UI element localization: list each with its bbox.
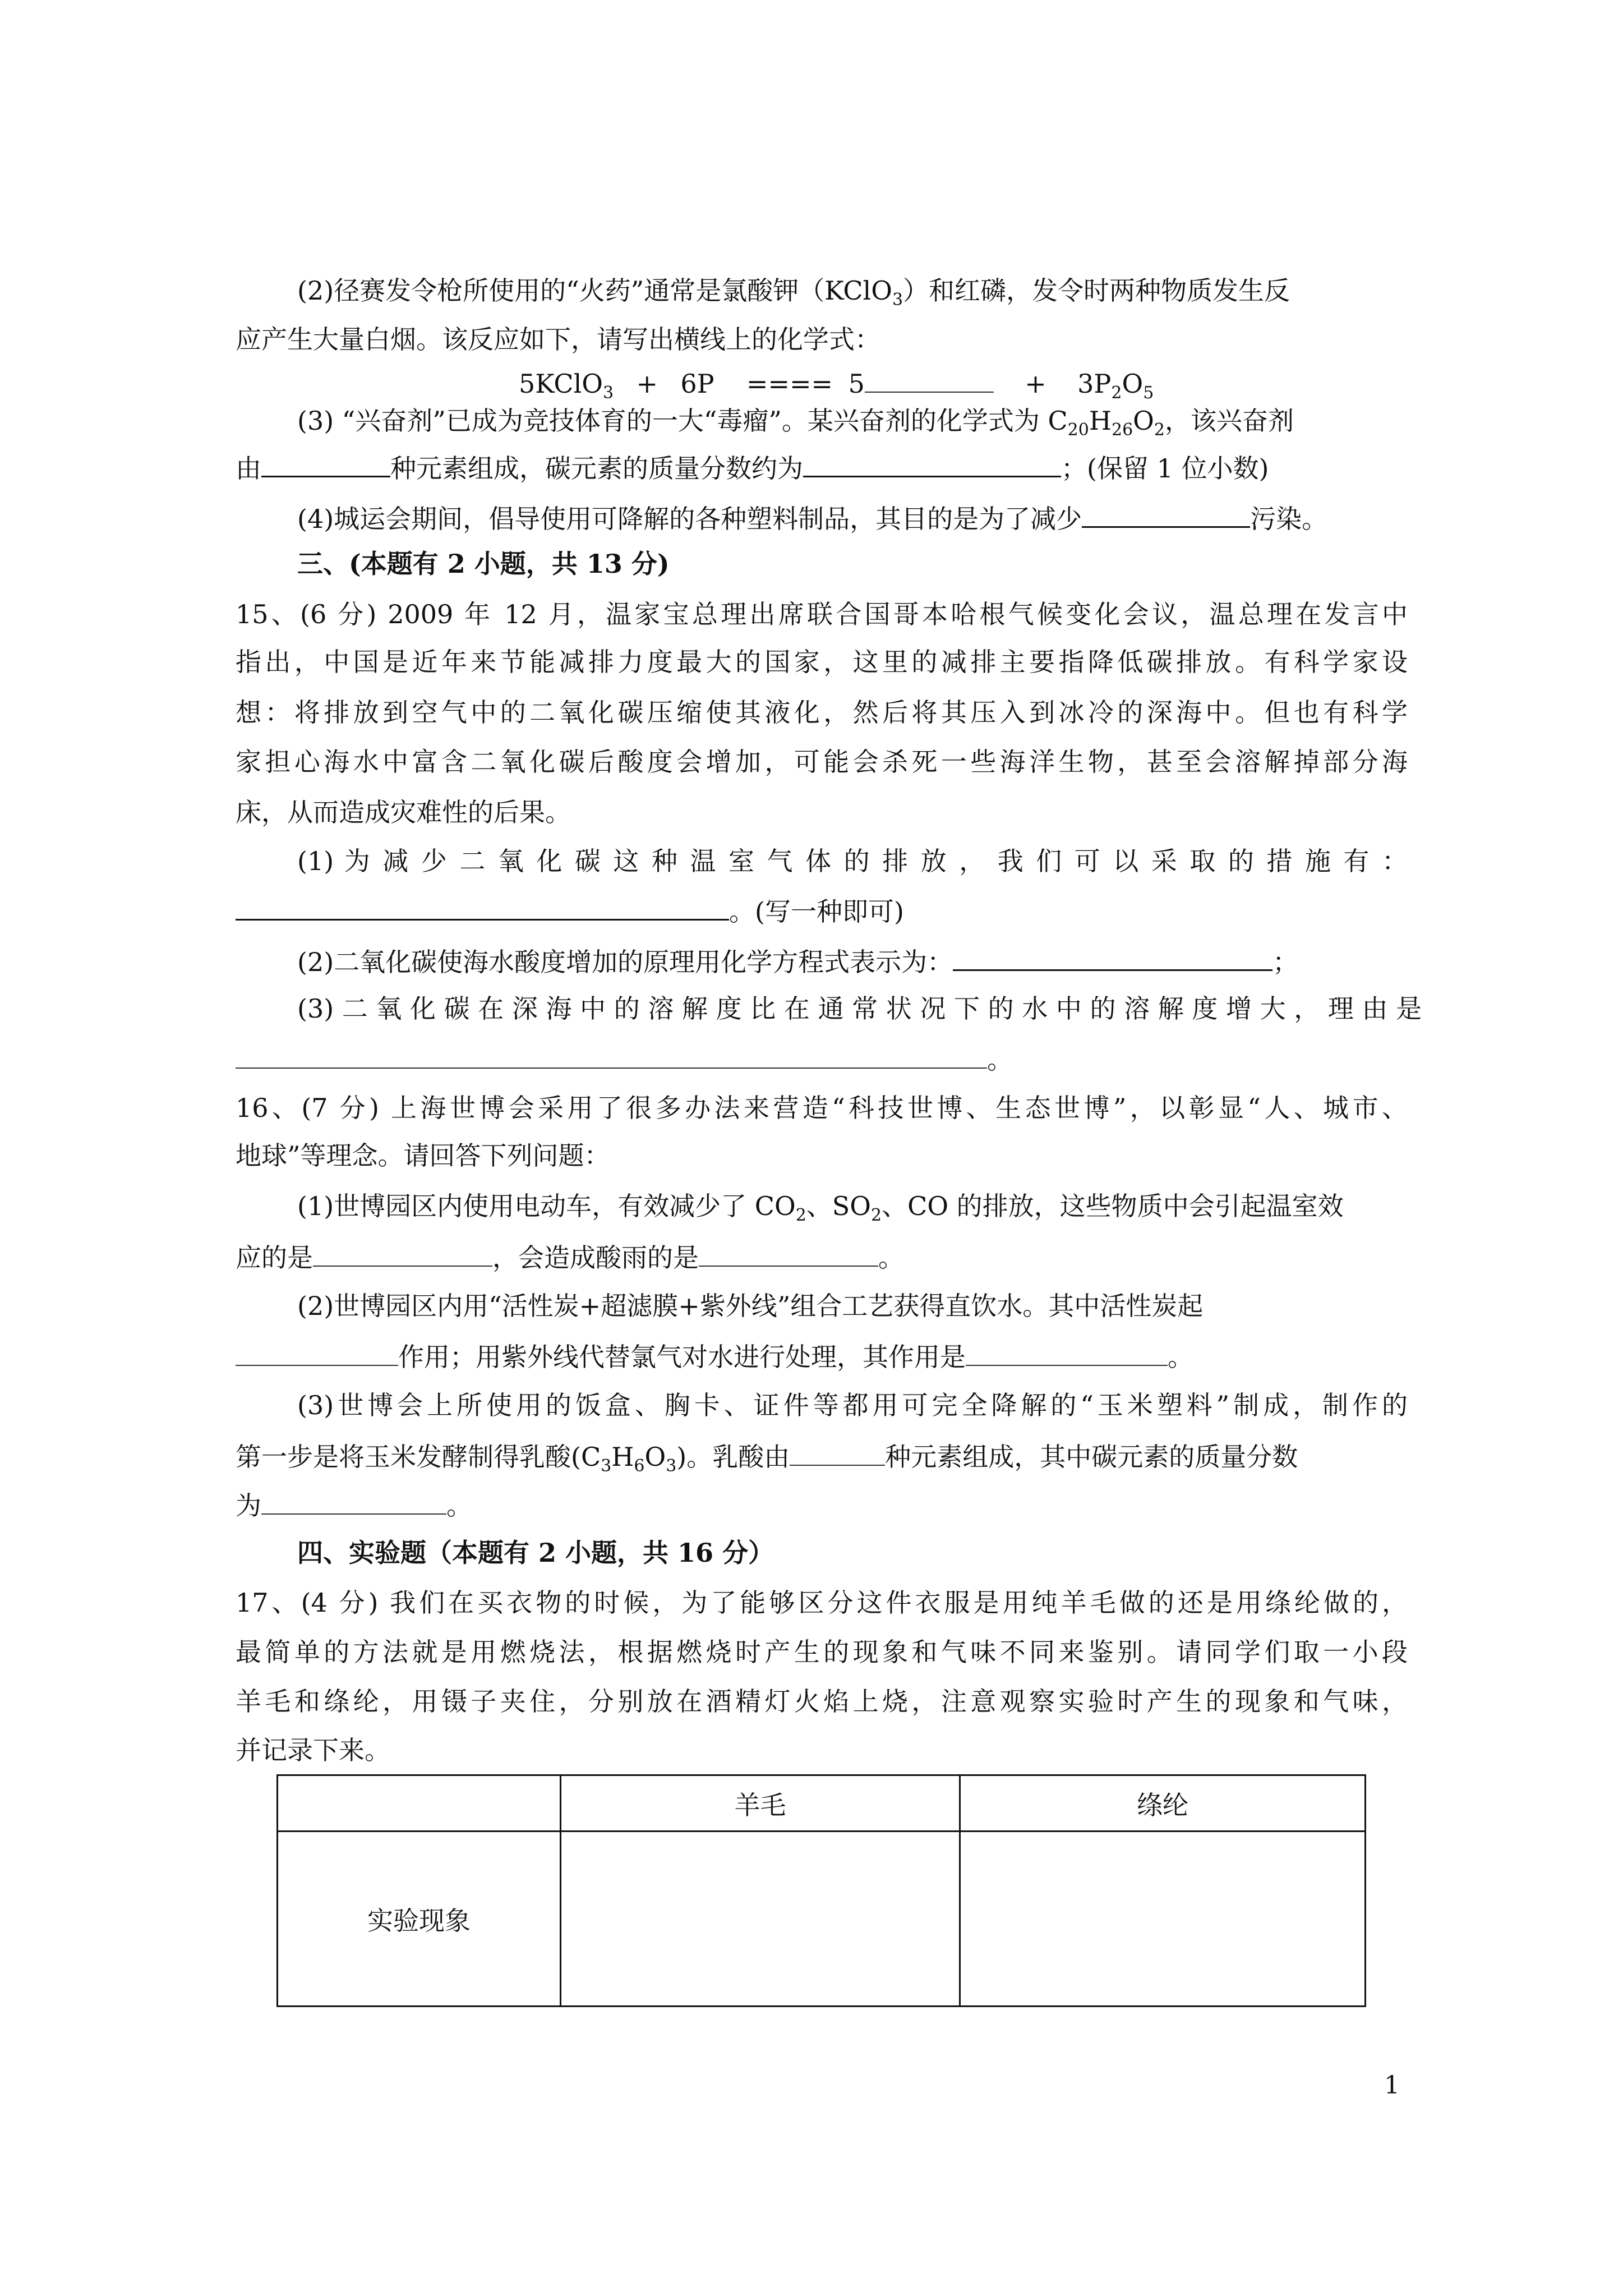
q14-element-count-blank[interactable]	[261, 449, 390, 477]
q16-carbon-role-blank[interactable]	[236, 1338, 398, 1366]
q14-part3-line2: 由 种元素组成，碳元素的质量分数约为 ；(保留 1 位小数)	[236, 449, 1408, 485]
q17-line1: 17、(4 分) 我们在买衣物的时候，为了能够区分这件衣服是用纯羊毛做的还是用绦纶做的，	[236, 1588, 1408, 1618]
q15-sub1-line2: 。(写一种即可)	[236, 892, 1408, 928]
q15-measure-blank[interactable]	[236, 892, 729, 921]
q15-equation-blank[interactable]	[953, 942, 1272, 971]
q14-pollution-blank[interactable]	[1082, 499, 1250, 528]
q14-part2-line1: (2)径赛发令枪所使用的“火药”通常是氯酸钾（KClO$_3$）和红磷，发令时两种物质发生反	[297, 275, 1290, 310]
table-cell-polyester-phenomenon[interactable]	[960, 1832, 1366, 2007]
table-row-label-phenomenon: 实验现象	[278, 1832, 561, 2007]
table-header-empty	[278, 1775, 561, 1832]
section4-title: 四、实验题（本题有 2 小题，共 16 分）	[297, 1538, 774, 1568]
q15-sub3-line2: 。	[236, 1041, 1408, 1076]
q14-equation-blank[interactable]	[865, 365, 994, 393]
q17-line2: 最简单的方法就是用燃烧法，根据燃烧时产生的现象和气味不同来鉴别。请同学们取一小段	[236, 1637, 1408, 1667]
q16-sub3-line1: (3)世博会上所使用的饭盒、胸卡、证件等都用可完全降解的“玉米塑料”制成，制作的	[297, 1390, 1408, 1420]
q16-sub3-line3: 为 。	[236, 1487, 1408, 1522]
table-header-wool: 羊毛	[561, 1775, 960, 1832]
q17-line3: 羊毛和绦纶，用镊子夹住，分别放在酒精灯火焰上烧，注意观察实验时产生的现象和气味，	[236, 1686, 1408, 1717]
q16-greenhouse-blank[interactable]	[313, 1239, 492, 1267]
q17-line4: 并记录下来。	[236, 1735, 390, 1765]
q16-line2: 地球”等理念。请回答下列问题：	[236, 1140, 610, 1171]
q15-sub2: (2)二氧化碳使海水酸度增加的原理用化学方程式表示为： ；	[297, 942, 1408, 979]
q15-sub3-line1: (3) 二 氧 化 碳 在 深 海 中 的 溶 解 度 比 在 通 常 状 况 下 的 水 中 的 溶 解 度 增 大 ， 理 由 是	[297, 993, 1422, 1024]
q16-sub2-line1: (2)世博园区内用“活性炭+超滤膜+紫外线”组合工艺获得直饮水。其中活性炭起	[297, 1291, 1204, 1321]
q15-reason-blank[interactable]	[236, 1041, 987, 1069]
q14-part2-line2: 应产生大量白烟。该反应如下，请写出横线上的化学式：	[236, 324, 880, 355]
table-cell-wool-phenomenon[interactable]	[561, 1832, 960, 2007]
q15-line5: 床，从而造成灾难性的后果。	[236, 797, 571, 827]
q14-carbon-fraction-blank[interactable]	[803, 449, 1061, 477]
q16-lactic-carbon-blank[interactable]	[261, 1487, 446, 1515]
q15-sub1-line1: (1) 为 减 少 二 氧 化 碳 这 种 温 室 气 体 的 排 放 ， 我 们 可 以 采 取 的 措 施 有 ：	[297, 846, 1408, 876]
q16-uv-role-blank[interactable]	[966, 1338, 1168, 1366]
section3-title: 三、(本题有 2 小题，共 13 分)	[297, 549, 670, 579]
q16-sub3-line2: 第一步是将玉米发酵制得乳酸$(C_3H_6O_3)$。乳酸由 种元素组成，其中碳元素的质量分数	[236, 1438, 1408, 1474]
q15-line2: 指出，中国是近年来节能减排力度最大的国家，这里的减排主要指降低碳排放。有科学家设	[236, 647, 1408, 677]
q16-lactic-elements-blank[interactable]	[790, 1438, 885, 1466]
q14-part4: (4)城运会期间，倡导使用可降解的各种塑料制品，其目的是为了减少 污染。	[297, 499, 1408, 536]
page-number: 1	[1384, 2071, 1400, 2100]
q16-line1: 16、(7 分) 上海世博会采用了很多办法来营造“科技世博、生态世博”，以彰显“人、城市、	[236, 1093, 1408, 1123]
q17-observation-table	[276, 1774, 1366, 2007]
q16-sub1-line1: (1)世博园区内使用电动车，有效减少了 $CO_2$、$SO_2$、CO 的排放，这些物质中会引起温室效	[297, 1191, 1344, 1225]
table-header-polyester: 绦纶	[960, 1775, 1366, 1832]
q14-part3-line1: (3) “兴奋剂”已成为竞技体育的一大“毒瘤”。某兴奋剂的化学式为 $C_{20}H_{26}O_2$，该兴奋剂	[297, 406, 1294, 440]
q15-line3: 想：将排放到空气中的二氧化碳压缩使其液化，然后将其压入到冰冷的深海中。但也有科学	[236, 697, 1408, 728]
q16-sub1-line2: 应的是 ，会造成酸雨的是 。	[236, 1239, 1408, 1274]
q15-line4: 家担心海水中富含二氧化碳后酸度会增加，可能会杀死一些海洋生物，甚至会溶解掉部分海	[236, 747, 1408, 777]
q16-acid-rain-blank[interactable]	[699, 1239, 878, 1267]
q14-equation: 5KClO$_3$ + 6P ==== $5 + 3P_2O_5$	[519, 365, 1192, 401]
q15-line1: 15、(6 分) 2009 年 12 月，温家宝总理出席联合国哥本哈根气候变化会议，温总理在发言中	[236, 599, 1408, 629]
q16-sub2-line2: 作用；用紫外线代替氯气对水进行处理，其作用是 。	[236, 1338, 1408, 1374]
